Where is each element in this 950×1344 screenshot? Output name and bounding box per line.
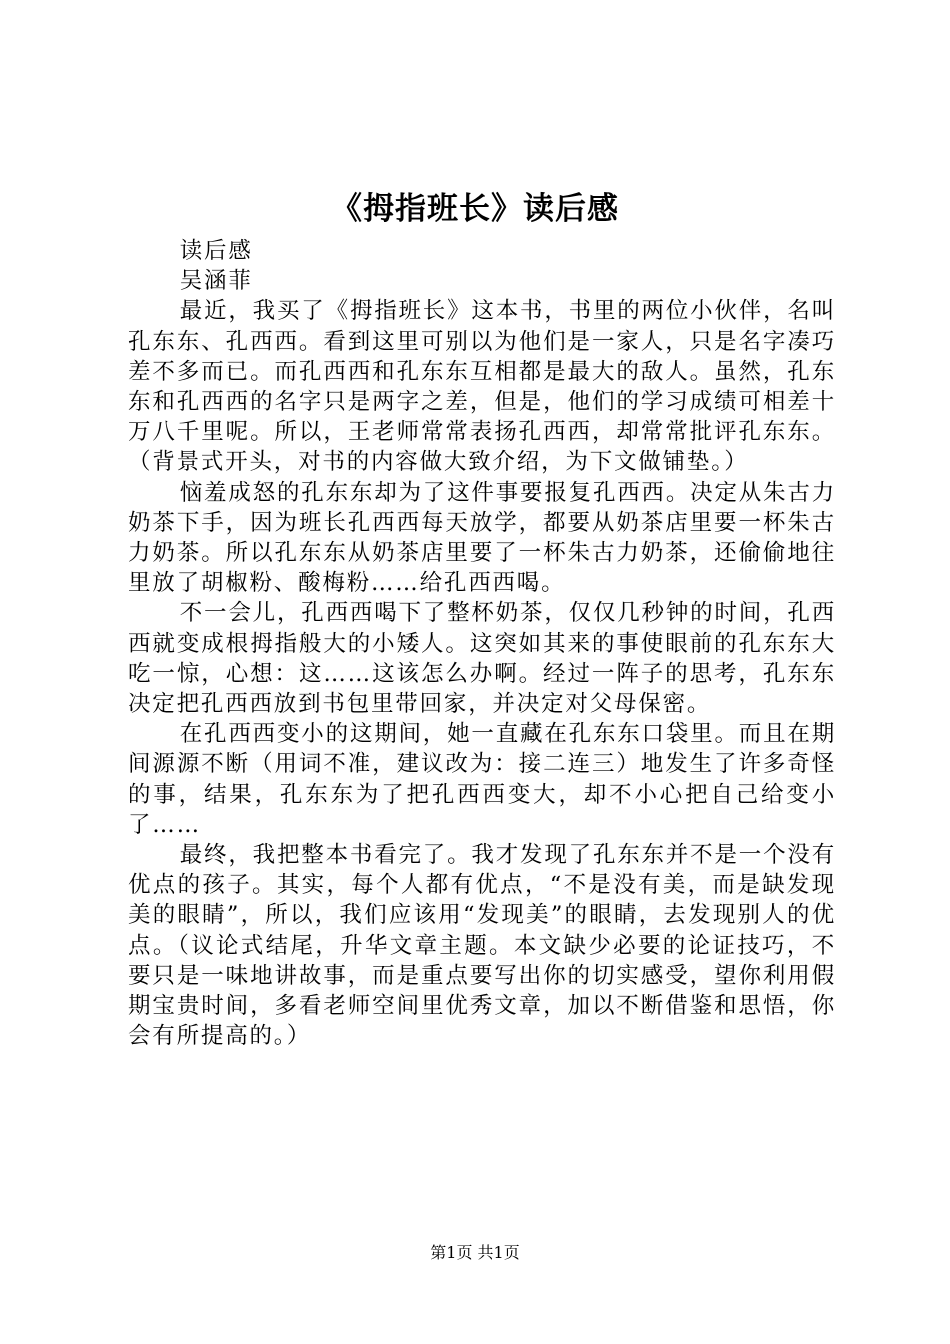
paragraph-author: 吴涵菲 — [179, 268, 253, 295]
document-title: 《拇指班长》读后感 — [331, 191, 619, 227]
document-body — [128, 236, 836, 1051]
page-footer: 第1页 共1页 — [430, 1243, 520, 1262]
paragraph-revenge: 恼羞成怒的孔东东却为了这件事要报复孔西西。决定从朱古力奶茶下手，因为班长孔西西每天放学，都要从奶茶店里要一杯朱古力奶茶。所以孔东东从奶茶店里要了一杯朱古力奶茶，还偷偷地往里放了胡椒粉、酸梅粉……给孔西西喝。 — [128, 479, 836, 597]
paragraph-intro: 最近，我买了《拇指班长》这本书，书里的两位小伙伴，名叫孔东东、孔西西。看到这里可别以为他们是一家人，只是名字凑巧差不多而已。而孔西西和孔东东互相都是最大的敌人。虽然，孔东东和孔西西的名字只是两字之差，但是，他们的学习成绩可相差十万八千里呢。所以，王老师常常表扬孔西西，却常常批评孔东东。（背景式开头，对书的内容做大致介绍，为下文做铺垫。） — [128, 298, 836, 476]
paragraph-conclusion: 最终，我把整本书看完了。我才发现了孔东东并不是一个没有优点的孩子。其实，每个人都有优点，“不是没有美，而是缺发现美的眼睛”，所以，我们应该用“发现美”的眼睛，去发现别人的优点。（议论式结尾，升华文章主题。本文缺少必要的论证技巧，不要只是一味地讲故事，而是重点要写出你的切实感受，望你利用假期宝贵时间，多看老师空间里优秀文章，加以不断借鉴和思悟，你会有所提高的。） — [128, 842, 836, 1050]
paragraph-events: 在孔西西变小的这期间，她一直藏在孔东东口袋里。而且在期间源源不断（用词不准，建议改为：接二连三）地发生了许多奇怪的事，结果，孔东东为了把孔西西变大，却不小心把自己给变小了…… — [128, 721, 836, 838]
paragraph-heading-label: 读后感 — [179, 238, 253, 264]
paragraph-shrink: 不一会儿，孔西西喝下了整杯奶茶，仅仅几秒钟的时间，孔西西就变成根拇指般大的小矮人。这突如其来的事使眼前的孔东东大吃一惊，心想：这……这该怎么办啊。经过一阵子的思考，孔东东决定把孔西西放到书包里带回家，并决定对父母保密。 — [128, 600, 836, 718]
